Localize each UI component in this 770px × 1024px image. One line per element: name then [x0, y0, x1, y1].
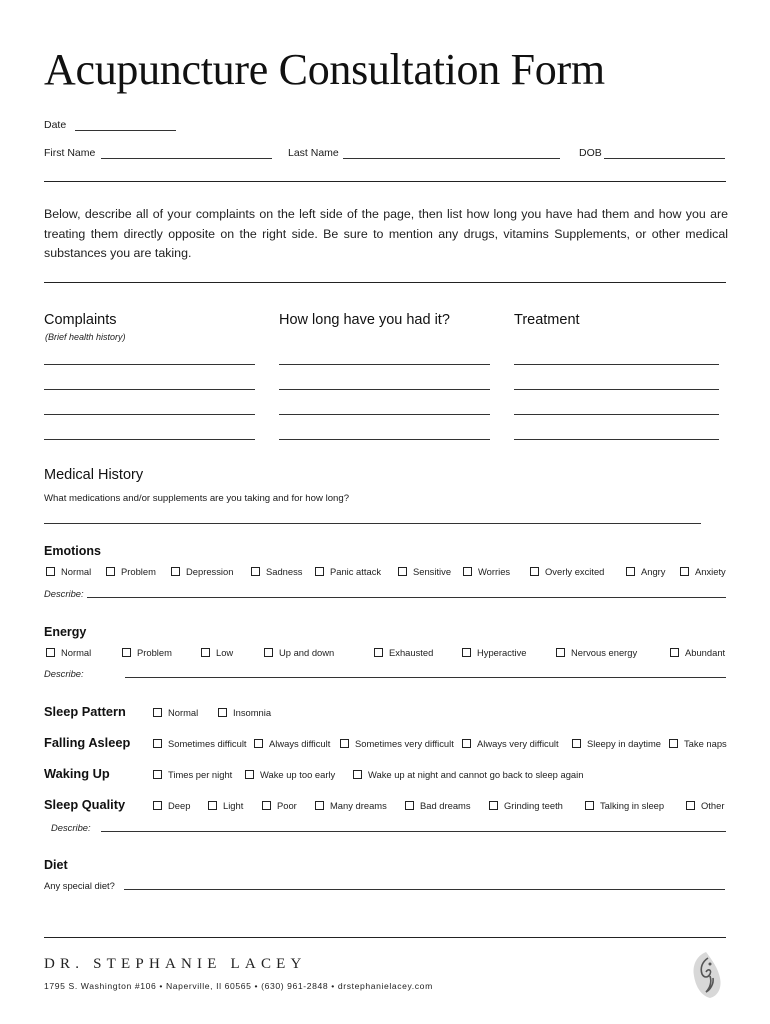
- complaints-heading: Complaints: [44, 312, 117, 328]
- medications-question: What medications and/or supplements are you taking and for how long?: [44, 493, 350, 504]
- divider: [44, 181, 726, 182]
- checkbox-icon[interactable]: [572, 739, 581, 748]
- page-title: Acupuncture Consultation Form: [44, 45, 605, 94]
- falling-asleep-option-always-very-difficult[interactable]: [462, 738, 559, 749]
- falling-asleep-label: Falling Asleep: [44, 735, 131, 750]
- doctor-address: 1795 S. Washington #106 • Naperville, Il 60565 • (630) 961-2848 • drstephanielacey.com: [44, 981, 433, 991]
- sleep-quality-option-other[interactable]: [686, 800, 724, 811]
- how-long-line[interactable]: [279, 389, 490, 390]
- emotions-option-problem[interactable]: [106, 566, 156, 577]
- sleep-describe-field[interactable]: [101, 831, 726, 832]
- medical-history-heading: Medical History: [44, 467, 144, 483]
- divider: [44, 937, 726, 938]
- checkbox-icon[interactable]: [398, 567, 407, 576]
- option-label: Other: [701, 800, 725, 811]
- first-name-field[interactable]: [101, 158, 272, 159]
- sleep-describe-label: Describe:: [51, 822, 91, 833]
- sleep-quality-option-grinding-teeth[interactable]: [489, 800, 563, 811]
- sleep-pattern-option-insomnia[interactable]: [218, 707, 271, 718]
- option-label: Take naps: [684, 738, 727, 749]
- checkbox-icon[interactable]: [201, 648, 210, 657]
- checkbox-icon[interactable]: [218, 708, 227, 717]
- checkbox-icon[interactable]: [462, 739, 471, 748]
- last-name-field[interactable]: [343, 158, 560, 159]
- option-label: Sensitive: [413, 566, 452, 577]
- diet-field[interactable]: [124, 889, 725, 890]
- option-label: Up and down: [279, 647, 335, 658]
- emotions-option-angry[interactable]: [626, 566, 666, 577]
- doctor-name: DR. STEPHANIE LACEY: [44, 956, 307, 972]
- emotions-option-worries[interactable]: [463, 566, 510, 577]
- sleep-quality-option-talking-in-sleep[interactable]: [585, 800, 664, 811]
- option-label: Sleepy in daytime: [587, 738, 661, 749]
- emotions-option-overly-excited[interactable]: [530, 566, 604, 577]
- dob-label: DOB: [579, 147, 602, 159]
- date-field[interactable]: [75, 130, 176, 131]
- option-label: Sometimes very difficult: [355, 738, 454, 749]
- option-label: Depression: [186, 566, 234, 577]
- sleep-pattern-option-normal[interactable]: [153, 707, 198, 718]
- complaint-line[interactable]: [44, 414, 255, 415]
- date-label: Date: [44, 119, 67, 131]
- option-label: Angry: [641, 566, 666, 577]
- how-long-heading: How long have you had it?: [279, 312, 450, 328]
- instructions-text: Below, describe all of your complaints on the left side of the page, then list how long you have had them and how you are treating them directly opposite on the right side. Be sure to mention any drugs, vitamins Supplements, or other medical substances you are taking.: [44, 207, 728, 260]
- medications-field[interactable]: [44, 523, 701, 524]
- first-name-label: First Name: [44, 147, 96, 159]
- energy-label: Energy: [44, 625, 87, 639]
- option-label: Normal: [61, 647, 92, 658]
- option-label: Light: [223, 800, 244, 811]
- checkbox-icon[interactable]: [106, 567, 115, 576]
- energy-option-up-and-down[interactable]: [264, 647, 334, 658]
- complaint-line[interactable]: [44, 364, 255, 365]
- how-long-line[interactable]: [279, 414, 490, 415]
- energy-option-abundant[interactable]: [670, 647, 725, 658]
- checkbox-icon[interactable]: [463, 567, 472, 576]
- checkbox-icon[interactable]: [245, 770, 254, 779]
- checkbox-icon[interactable]: [153, 770, 162, 779]
- option-label: Deep: [168, 800, 191, 811]
- falling-asleep-option-always-difficult[interactable]: [254, 738, 330, 749]
- option-label: Hyperactive: [477, 647, 527, 658]
- option-label: Wake up at night and cannot go back to sleep again: [368, 769, 584, 780]
- checkbox-icon[interactable]: [153, 801, 162, 810]
- falling-asleep-option-sleepy-in-daytime[interactable]: [572, 738, 661, 749]
- option-label: Normal: [168, 707, 199, 718]
- treatment-line[interactable]: [514, 439, 719, 440]
- checkbox-icon[interactable]: [122, 648, 131, 657]
- checkbox-icon[interactable]: [680, 567, 689, 576]
- emotions-option-normal[interactable]: [46, 566, 91, 577]
- checkbox-icon[interactable]: [46, 567, 55, 576]
- waking-up-option-wake-up-at-night-and-cannot-go-back-to-sleep-again[interactable]: [353, 769, 583, 780]
- option-label: Normal: [61, 566, 92, 577]
- checkbox-icon[interactable]: [489, 801, 498, 810]
- complaints-subheading: (Brief health history): [45, 332, 126, 342]
- option-label: Abundant: [685, 647, 726, 658]
- sleep-quality-option-bad-dreams[interactable]: [405, 800, 471, 811]
- checkbox-icon[interactable]: [353, 770, 362, 779]
- checkbox-icon[interactable]: [585, 801, 594, 810]
- treatment-line[interactable]: [514, 414, 719, 415]
- option-label: Grinding teeth: [504, 800, 563, 811]
- sleep-quality-option-deep[interactable]: [153, 800, 190, 811]
- treatment-line[interactable]: [514, 364, 719, 365]
- option-label: Always difficult: [269, 738, 331, 749]
- option-label: Wake up too early: [260, 769, 336, 780]
- emotions-option-depression[interactable]: [171, 566, 233, 577]
- option-label: Exhausted: [389, 647, 434, 658]
- checkbox-icon[interactable]: [315, 567, 324, 576]
- checkbox-icon[interactable]: [46, 648, 55, 657]
- complaint-line[interactable]: [44, 439, 255, 440]
- how-long-line[interactable]: [279, 364, 490, 365]
- checkbox-icon[interactable]: [262, 801, 271, 810]
- option-label: Problem: [121, 566, 156, 577]
- option-label: Many dreams: [330, 800, 387, 811]
- seahorse-logo-icon: [686, 950, 726, 1000]
- checkbox-icon[interactable]: [340, 739, 349, 748]
- option-label: Overly excited: [545, 566, 605, 577]
- checkbox-icon[interactable]: [254, 739, 263, 748]
- option-label: Talking in sleep: [600, 800, 665, 811]
- sleep-quality-option-many-dreams[interactable]: [315, 800, 387, 811]
- checkbox-icon[interactable]: [686, 801, 695, 810]
- waking-up-label: Waking Up: [44, 766, 110, 781]
- treatment-line[interactable]: [514, 389, 719, 390]
- falling-asleep-option-sometimes-difficult[interactable]: [153, 738, 247, 749]
- emotions-option-panic-attack[interactable]: [315, 566, 381, 577]
- falling-asleep-option-take-naps[interactable]: [669, 738, 727, 749]
- option-label: Low: [216, 647, 234, 658]
- energy-option-problem[interactable]: [122, 647, 172, 658]
- option-label: Problem: [137, 647, 172, 658]
- emotions-option-sadness[interactable]: [251, 566, 302, 577]
- waking-up-option-wake-up-too-early[interactable]: [245, 769, 335, 780]
- checkbox-icon[interactable]: [626, 567, 635, 576]
- divider: [44, 282, 726, 283]
- sleep-pattern-label: Sleep Pattern: [44, 704, 126, 719]
- sleep-quality-option-light[interactable]: [208, 800, 243, 811]
- energy-option-normal[interactable]: [46, 647, 91, 658]
- sleep-quality-label: Sleep Quality: [44, 797, 126, 812]
- option-label: Insomnia: [233, 707, 272, 718]
- falling-asleep-option-sometimes-very-difficult[interactable]: [340, 738, 454, 749]
- option-label: Poor: [277, 800, 297, 811]
- energy-describe-label: Describe:: [44, 668, 84, 679]
- waking-up-option-times-per-night[interactable]: [153, 769, 232, 780]
- energy-option-nervous-energy[interactable]: [556, 647, 637, 658]
- how-long-line[interactable]: [279, 439, 490, 440]
- option-label: Times per night: [168, 769, 233, 780]
- checkbox-icon[interactable]: [153, 708, 162, 717]
- emotions-option-anxiety[interactable]: [680, 566, 726, 577]
- checkbox-icon[interactable]: [315, 801, 324, 810]
- checkbox-icon[interactable]: [264, 648, 273, 657]
- checkbox-icon[interactable]: [670, 648, 679, 657]
- checkbox-icon[interactable]: [153, 739, 162, 748]
- emotions-label: Emotions: [44, 544, 101, 558]
- option-label: Anxiety: [695, 566, 726, 577]
- complaint-line[interactable]: [44, 389, 255, 390]
- energy-option-exhausted[interactable]: [374, 647, 433, 658]
- checkbox-icon[interactable]: [251, 567, 260, 576]
- checkbox-icon[interactable]: [208, 801, 217, 810]
- option-label: Panic attack: [330, 566, 382, 577]
- dob-field[interactable]: [604, 158, 725, 159]
- checkbox-icon[interactable]: [405, 801, 414, 810]
- last-name-label: Last Name: [288, 147, 339, 159]
- option-label: Always very difficult: [477, 738, 559, 749]
- option-label: Nervous energy: [571, 647, 638, 658]
- diet-question: Any special diet?: [44, 880, 115, 891]
- option-label: Bad dreams: [420, 800, 471, 811]
- checkbox-icon[interactable]: [171, 567, 180, 576]
- energy-option-hyperactive[interactable]: [462, 647, 527, 658]
- diet-label: Diet: [44, 858, 68, 872]
- sleep-quality-option-poor[interactable]: [262, 800, 297, 811]
- energy-describe-field[interactable]: [125, 677, 726, 678]
- checkbox-icon[interactable]: [530, 567, 539, 576]
- checkbox-icon[interactable]: [374, 648, 383, 657]
- checkbox-icon[interactable]: [462, 648, 471, 657]
- checkbox-icon[interactable]: [669, 739, 678, 748]
- emotions-option-sensitive[interactable]: [398, 566, 451, 577]
- option-label: Worries: [478, 566, 511, 577]
- energy-option-low[interactable]: [201, 647, 233, 658]
- checkbox-icon[interactable]: [556, 648, 565, 657]
- emotions-describe-field[interactable]: [87, 597, 726, 598]
- option-label: Sometimes difficult: [168, 738, 247, 749]
- option-label: Sadness: [266, 566, 303, 577]
- emotions-describe-label: Describe:: [44, 588, 84, 599]
- treatment-heading: Treatment: [514, 312, 580, 328]
